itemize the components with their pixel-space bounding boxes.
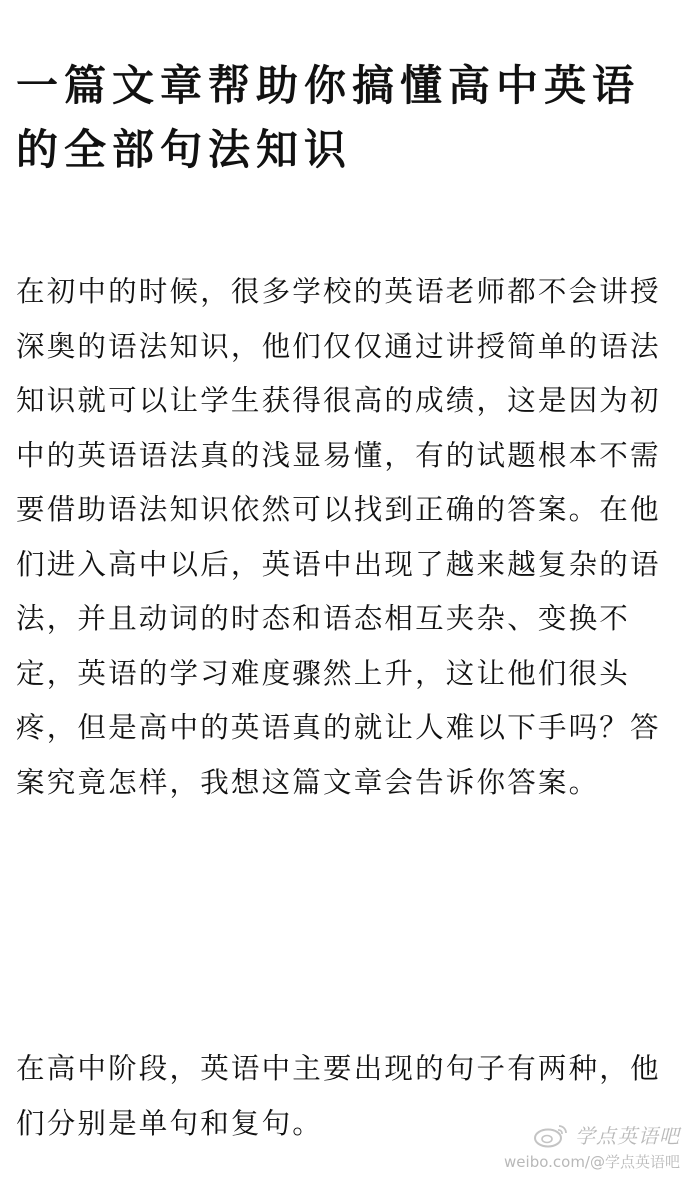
weibo-watermark bbox=[504, 1120, 680, 1172]
article-title: 一篇文章帮助你搞懂高中英语的全部句法知识 bbox=[16, 61, 641, 174]
article-paragraph-2: 在高中阶段，英语中主要出现的句子有两种，他们分别是单句和复句。 bbox=[16, 1052, 661, 1140]
watermark-url: weibo.com/@学点英语吧 bbox=[504, 1153, 680, 1171]
article-paragraph-1: 在初中的时候，很多学校的英语老师都不会讲授深奥的语法知识，他们仅仅通过讲授简单的语法知识就可以让学生获得很高的成绩，这是因为初中的英语语法真的浅显易懂，有的试题根本不需要借助语法知识依然可以找到正确的答案。在他们进入高中以后，英语中出现了越来越复杂的语法，并且动词的时态和语态相互夹杂、变换不定，英语的学习难度骤然上升，这让他们很头疼，但是高中的英语真的就让人难以下手吗？答案究竟怎样，我想这篇文章会告诉你答案。 bbox=[16, 275, 661, 799]
watermark-account-name: 学点英语吧 bbox=[575, 1124, 680, 1148]
weibo-logo-icon bbox=[533, 1122, 569, 1148]
